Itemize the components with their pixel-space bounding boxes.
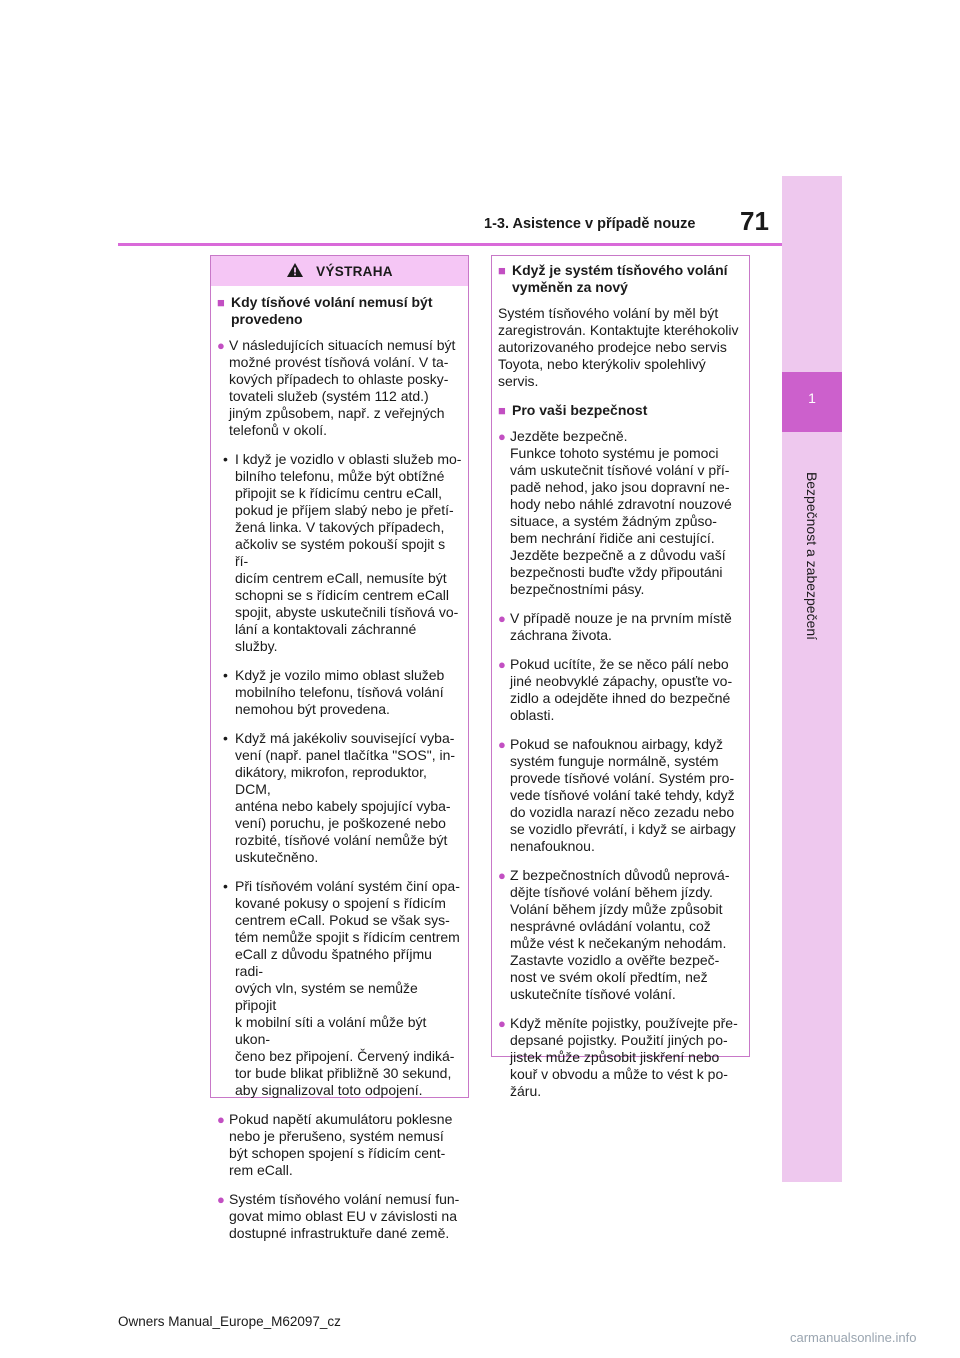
watermark: carmanualsonline.info: [790, 1330, 917, 1345]
circle-bullet-icon: ●: [217, 1112, 225, 1127]
list-item: ● Pokud ucítíte, že se něco pálí nebo jiné neobvyklé zápachy, opusťte vo- zidlo a odejděte ihned do bezpečné oblasti.: [498, 656, 733, 723]
chapter-number: 1: [808, 390, 816, 406]
circle-bullet-icon: ●: [498, 429, 506, 444]
dot-bullet-icon: •: [223, 878, 228, 894]
list-item: • Když má jakékoliv související vyba- vení (např. panel tlačítka "SOS", in- dikátory, mikrofon, reproduktor, DCM, anténa nebo kabely spojující vyba- vení) poruchu, je poškozené nebo rozbité, tísňové volání nemůže být uskutečněno.: [223, 730, 456, 865]
square-bullet-icon: ■: [217, 295, 225, 310]
section-heading: ■ Když je systém tísňového volání vyměněn za nový: [498, 262, 728, 295]
list-item: ● Jezděte bezpečně. Funkce tohoto systému je pomoci vám uskutečnit tísňové volání v pří- padě nehod, jako jsou dopravní ne- hody nebo náhlé zdravotní nouzové situace, a systém žádným způso- bem nechrání řidiče ani cestující. Jezděte bezpečně a z důvodu vaší bezpečnosti buďte vždy připoutáni bezpečnostními pásy.: [498, 428, 732, 597]
circle-bullet-icon: ●: [217, 338, 225, 353]
list-item: ● Z bezpečnostních důvodů neprová- dějte tísňové volání během jízdy. Volání během jízdy může způsobit nesprávné ovládání volantu, což může vést k nečekaným nehodám. Zastavte vozidlo a ověřte bezpeč- nost ve svém okolí předtím, než uskutečníte tísňové volání.: [498, 867, 730, 1002]
dot-bullet-icon: •: [223, 667, 228, 683]
dot-bullet-icon: •: [223, 730, 228, 746]
chapter-label: Bezpečnost a zabezpečení: [804, 471, 820, 641]
list-item: ● V následujících situacích nemusí být možné provést tísňová volání. V ta- kových případech to ohlaste posky- tovateli služeb (systém 112 atd.) jiným způsobem, např. z veřejných telefonů v okolí.: [217, 337, 456, 438]
list-item: ● Systém tísňového volání nemusí fun- govat mimo oblast EU v závislosti na dostupné infrastruktuře dané země.: [217, 1191, 460, 1241]
circle-bullet-icon: ●: [498, 657, 506, 672]
list-item: ● V případě nouze je na prvním místě záchrana života.: [498, 610, 732, 643]
list-item: ● Pokud se nafouknou airbagy, když systém funguje normálně, systém provede tísňové volání. Systém pro- vede tísňové volání také tehdy, když do vozidla narazí něco zezadu nebo se vozidlo převrátí, i když se airbagy nenafouknou.: [498, 736, 736, 854]
circle-bullet-icon: ●: [498, 611, 506, 626]
circle-bullet-icon: ●: [498, 1016, 506, 1031]
list-item: • I když je vozidlo v oblasti služeb mo- bilního telefonu, může být obtížné připojit se k řídicímu centru eCall, pokud je příjem slabý nebo je přetí- žená linka. V takových případech, ačkoliv se systém pokouší spojit s ří- dicím centrem eCall, nemusíte být schopni se s řídicím centrem eCall spojit, abyste uskutečnili tísňová vo- lání a kontaktovali záchranné služby.: [223, 451, 462, 654]
section-title: 1-3. Asistence v případě nouze: [484, 216, 696, 232]
circle-bullet-icon: ●: [217, 1192, 225, 1207]
list-item: • Když je vozilo mimo oblast služeb mobilního telefonu, tísňová volání nemohou být provedena.: [223, 667, 445, 717]
square-bullet-icon: ■: [498, 403, 506, 418]
page-number: 71: [740, 206, 769, 236]
warning-triangle-icon: [286, 262, 304, 281]
warning-header: [211, 256, 468, 286]
dot-bullet-icon: •: [223, 451, 228, 467]
circle-bullet-icon: ●: [498, 868, 506, 883]
circle-bullet-icon: ●: [498, 737, 506, 752]
list-item: ● Pokud napětí akumulátoru poklesne nebo je přerušeno, systém nemusí být schopen spojení s řídicím cent- rem eCall.: [217, 1111, 453, 1178]
chapter-side-tab: [782, 176, 842, 1182]
header-divider: [118, 243, 782, 246]
warning-label: VÝSTRAHA: [316, 263, 393, 279]
square-bullet-icon: ■: [498, 263, 506, 278]
info-box: [491, 255, 750, 1099]
list-item: • Při tísňovém volání systém činí opa- kované pokusy o spojení s řídicím centrem eCall. Pokud se však sys- tém nemůže spojit s řídicím centrem eCall z důvodu špatného příjmu radi- ových vln, systém se nemůže připojit k mobilní síti a volání může být ukon- čeno bez připojení. Červený indiká- tor bude blikat přibližně 30 sekund, aby signalizoval toto odpojení.: [223, 878, 460, 1098]
paragraph: Systém tísňového volání by měl být zaregistrován. Kontaktujte kteréhokoliv autorizovaného prodejce nebo servis Toyota, nebo kterýkoliv spolehlivý servis.: [498, 305, 739, 389]
warning-box: [210, 255, 469, 1241]
section-heading: ■ Pro vaši bezpečnost: [498, 402, 648, 418]
list-item: ● Když měníte pojistky, používejte pře- depsané pojistky. Použití jiných po- jistek může způsobit jiskření nebo kouř v obvodu a může to vést k po- žáru.: [498, 1015, 738, 1099]
footer-text: Owners Manual_Europe_M62097_cz: [118, 1314, 341, 1329]
warning-heading: ■ Kdy tísňové volání nemusí být provedeno: [217, 294, 433, 327]
